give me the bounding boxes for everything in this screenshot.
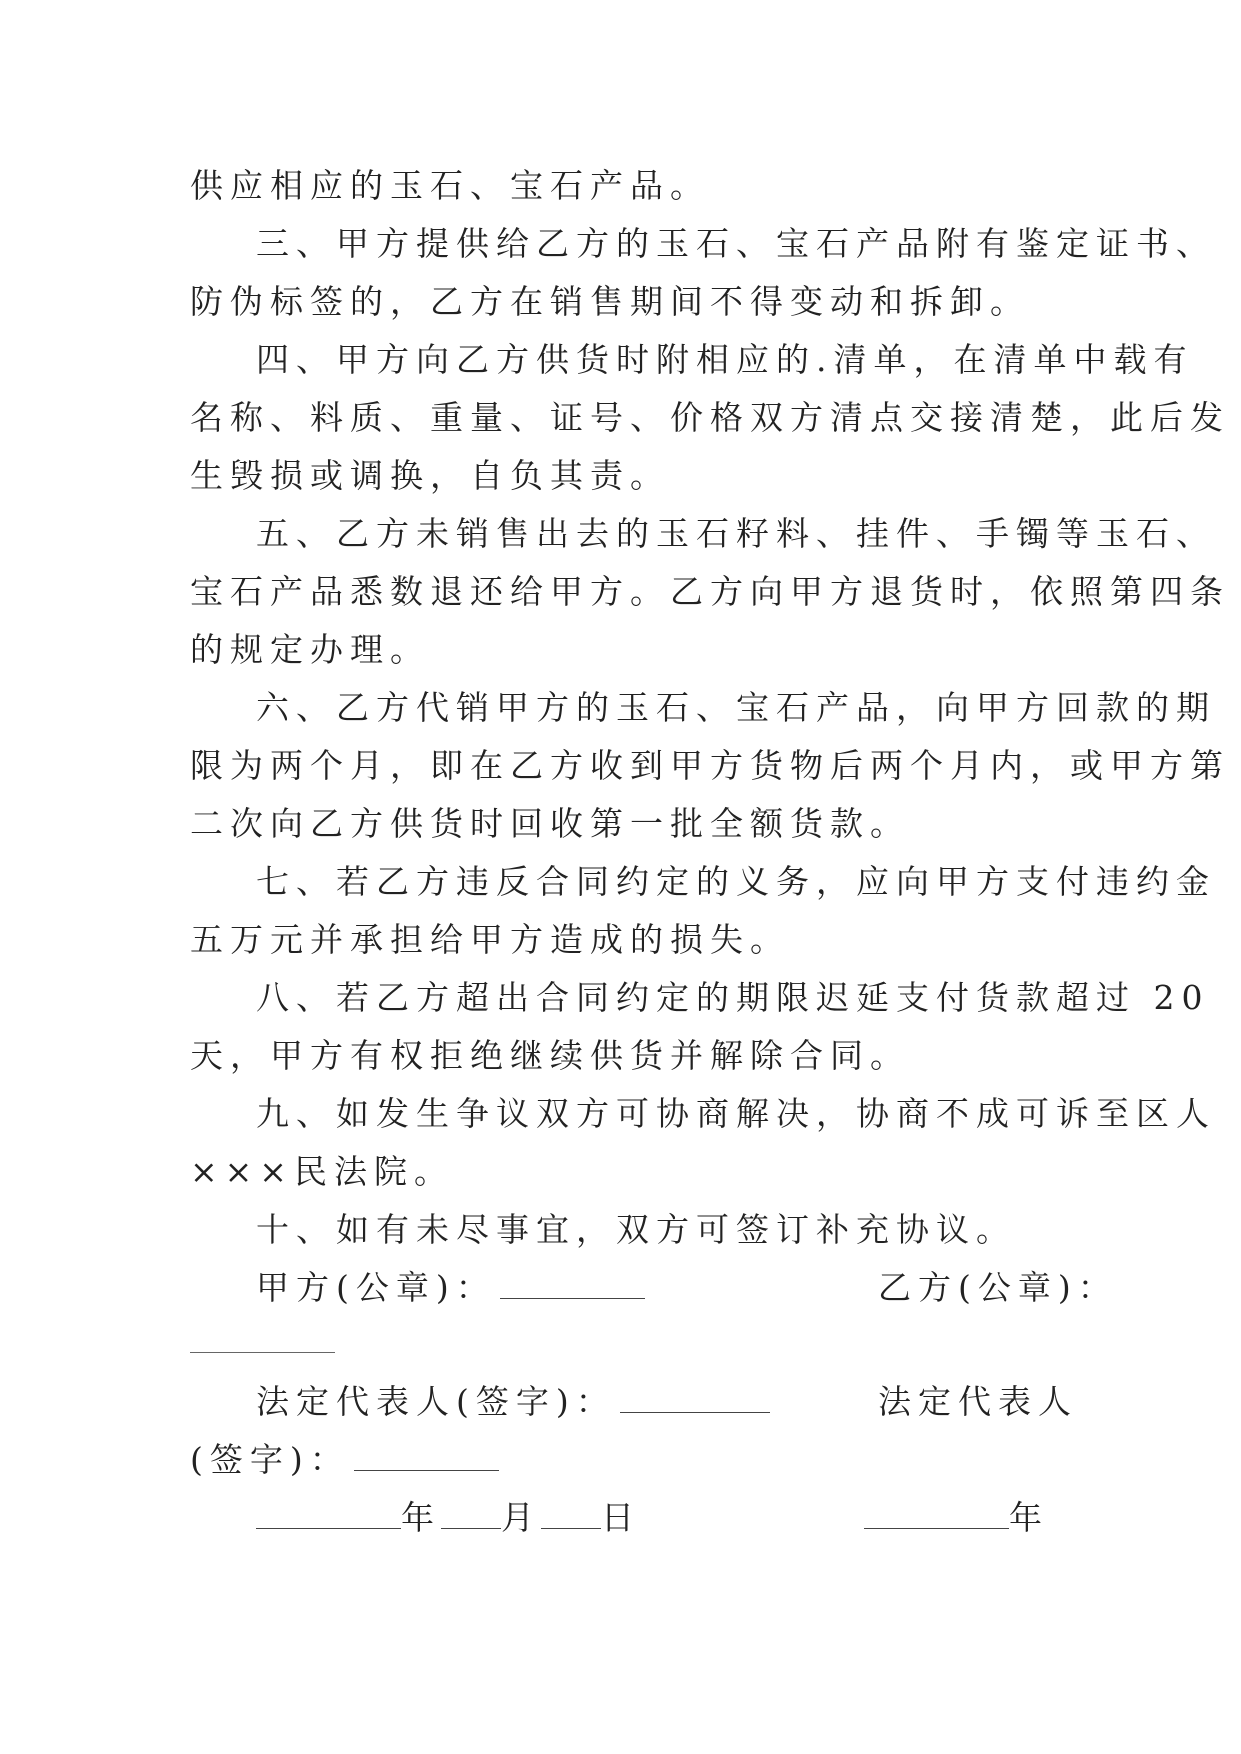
rep-b — [190, 1440, 499, 1480]
party-b-seal-blank[interactable] — [190, 1352, 335, 1353]
day-label: 日 — [601, 1498, 641, 1537]
paragraph-line: 名称、料质、重量、证号、价格双方清点交接清楚，此后发 — [190, 398, 1230, 437]
year-label: 年 — [401, 1498, 441, 1537]
month-label: 月 — [501, 1498, 541, 1537]
paragraph-line: 五、乙方未销售出去的玉石籽料、挂件、手镯等玉石、 — [256, 514, 1216, 553]
rep-b-label: 法定代表人 — [878, 1382, 1078, 1421]
rep-a-blank[interactable] — [620, 1390, 770, 1413]
paragraph-line: 二次向乙方供货时回收第一批全额货款。 — [190, 804, 910, 843]
paragraph-line: 宝石产品悉数退还给甲方。乙方向甲方退货时，依照第四条 — [190, 572, 1230, 611]
rep-b-blank[interactable] — [354, 1448, 499, 1471]
paragraph-line: ×××民法院。 — [190, 1152, 454, 1191]
rep-a-label: 法定代表人(签字)： — [256, 1382, 616, 1421]
day-blank[interactable] — [541, 1506, 601, 1529]
year-b-label: 年 — [1009, 1498, 1049, 1537]
paragraph-line: 十、如有未尽事宜，双方可签订补充协议。 — [256, 1210, 1016, 1249]
party-b-seal-label: 乙方(公章)： — [878, 1268, 1118, 1307]
paragraph-line: 生毁损或调换，自负其责。 — [190, 456, 670, 495]
date-b — [864, 1498, 1049, 1538]
month-blank[interactable] — [441, 1506, 501, 1529]
paragraph-line: 的规定办理。 — [190, 630, 430, 669]
party-a-seal-blank[interactable] — [500, 1276, 645, 1299]
paragraph-line: 天，甲方有权拒绝继续供货并解除合同。 — [190, 1036, 910, 1075]
rep-b-label-2: (签字)： — [190, 1440, 350, 1479]
party-a-seal-label: 甲方(公章)： — [256, 1268, 496, 1307]
paragraph-line: 七、若乙方违反合同约定的义务，应向甲方支付违约金 — [256, 862, 1216, 901]
year-blank[interactable] — [256, 1506, 401, 1529]
rep-a — [256, 1382, 770, 1422]
paragraph-line: 供应相应的玉石、宝石产品。 — [190, 166, 710, 205]
paragraph-line: 六、乙方代销甲方的玉石、宝石产品，向甲方回款的期 — [256, 688, 1216, 727]
date-a — [256, 1498, 641, 1538]
party-a-seal — [256, 1268, 645, 1308]
paragraph-line: 三、甲方提供给乙方的玉石、宝石产品附有鉴定证书、 — [256, 224, 1216, 263]
paragraph-line: 限为两个月，即在乙方收到甲方货物后两个月内，或甲方第 — [190, 746, 1230, 785]
paragraph-line: 五万元并承担给甲方造成的损失。 — [190, 920, 790, 959]
paragraph-line: 四、甲方向乙方供货时附相应的.清单，在清单中载有 — [256, 340, 1194, 379]
year-b-blank[interactable] — [864, 1506, 1009, 1529]
paragraph-line: 防伪标签的，乙方在销售期间不得变动和拆卸。 — [190, 282, 1030, 321]
paragraph-line: 八、若乙方超出合同约定的期限迟延支付货款超过 20 — [256, 978, 1210, 1017]
paragraph-line: 九、如发生争议双方可协商解决，协商不成可诉至区人 — [256, 1094, 1216, 1133]
